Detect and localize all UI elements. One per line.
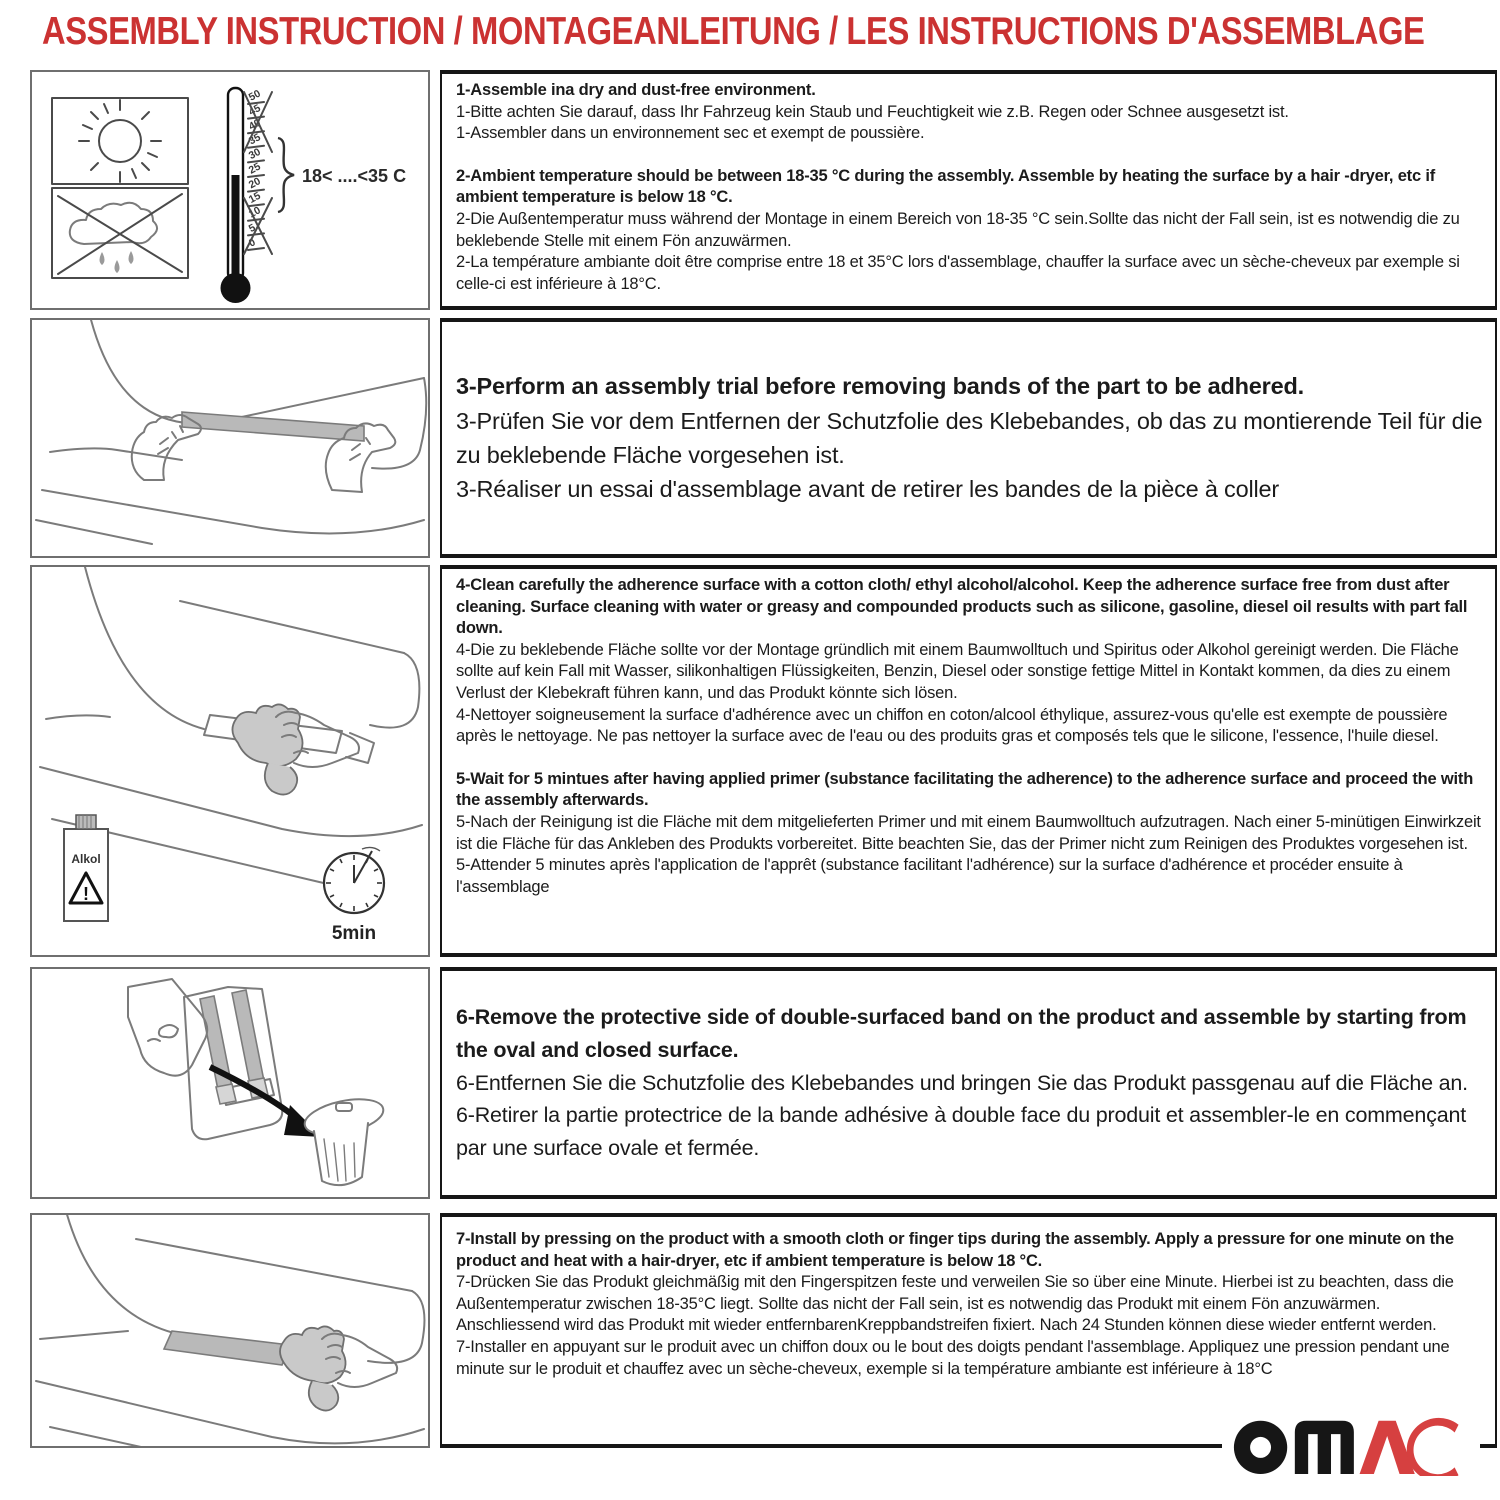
thermometer-icon [221,87,407,303]
alcohol-bottle-icon [64,815,108,921]
step-row-2 [30,318,1497,558]
instructions-step-3 [440,318,1497,558]
instruction-paragraph: 3-Perform an assembly trial before removing bands of the part to be adhered. [456,373,1304,400]
instruction-paragraph: 2-Die Außentemperatur muss während der Montage in einem Bereich von 18-35 °C sein.Sollte das nicht der Fall sein, ist es notwendig die zu beklebende Stelle mit einem Fön anzuwärmen. [456,210,1460,250]
instruction-paragraph: 4-Nettoyer soigneusement la surface d'adhérence avec un chiffon en coton/alcool éthylique, assurez-vous qu'elle est exempte de poussière après le nettoyage. Ne pas nettoyer la surface avec de l'eau ou des produits gras et composés tels que le silicone, l'essence, l'huile diesel. [456,705,1448,746]
instruction-paragraph: 5-Attender 5 minutes après l'application de l'apprêt (substance facilitant l'adhérence) sur la surface d'adhérence et procéder ensuite à l'assemblage [456,856,1403,896]
instruction-paragraph: 7-Drücken Sie das Produkt gleichmäßig mit den Fingerspitzen feste und verweilen Sie so über eine Minute. Hierbei ist zu beachten, dass die Außentemperatur zwischen 18-35°C liegt. Sollte das nicht der Fall sein, ist es notwendig das Produkt mit einem Fön anzuwärmen. Anschliessend wird das Produkt mit wieder entfernbarenKreppbandstreifen fixiert. Nach 24 Stunden können diese wieder entfernt werden. [456,1273,1454,1335]
svg-text:45: 45 [246,102,263,119]
page-title: ASSEMBLY INSTRUCTION / MONTAGEANLEITUNG / LES INSTRUCTIONS D'ASSEMBLAGE [42,10,1425,53]
clock-duration-label: 5min [331,923,377,944]
instruction-paragraph: 6-Retirer la partie protectrice de la bande adhésive à double face du produit et assembler-le en commençant par une surface ovale et fermée. [456,1103,1466,1160]
sill-trim-strip [182,412,364,441]
instruction-paragraph: 1-Assembler dans un environnement sec et exempt de poussière. [456,124,925,143]
trash-can-icon [302,1093,387,1185]
logo-red-letters [1360,1417,1459,1475]
illustration-remove-band [30,967,430,1199]
thermometer-scale [247,87,263,249]
step-row-4 [30,967,1497,1199]
step-row-1 [30,70,1497,310]
remove-band-drawing [32,969,428,1197]
clock-icon [324,847,384,944]
instruction-paragraph: 4-Clean carefully the adherence surface with a cotton cloth/ ethyl alcohol/alcohol. Keep the adherence surface free from dust after cleaning. Surface cleaning with water or greasy and compounded products such as silicone, gasoline, diesel oil results with part fall down. [456,576,1468,638]
instruction-paragraph: 1-Bitte achten Sie darauf, dass Ihr Fahrzeug kein Staub und Feuchtigkeit wie z.B. Regen oder Schnee ausgesetzt ist. [456,102,1289,121]
svg-text:20: 20 [246,175,263,192]
no-rain-icon [52,188,188,278]
illustration-press-product [30,1213,430,1448]
instruction-paragraph: 7-Installer en appuyant sur le produit avec un chiffon doux ou le bout des doigts pendant l'assemblage. Appliquez une pression pendant une minute sur le produit et chauffez avec un sèche-cheveux, exemple si la température ambiante est inférieure à 18°C [456,1338,1450,1378]
step-row-3 [30,565,1497,957]
environment-temperature-drawing [32,72,428,308]
sun-icon [52,98,188,184]
svg-text:40: 40 [246,116,263,133]
instruction-paragraph: 5-Nach der Reinigung ist die Fläche mit dem mitgelieferten Primer und mit einem Baumwolltuch aufzutragen. Nach einer 5-minütigen Einwirkzeit ist die Fläche für das Ankleben des Produkts vorbereitet. Bitte beachten Sie, das der Primer nicht zum Reinigen des Produktes vorgesehen ist. [456,813,1481,853]
clean-primer-drawing [32,567,428,955]
logo-black-letters [1234,1420,1354,1473]
instruction-paragraph: 3-Réaliser un essai d'assemblage avant de retirer les bandes de la pièce à coller [456,476,1280,503]
svg-text:15: 15 [246,189,263,206]
product-plate [184,987,282,1139]
assembly-trial-drawing [32,320,428,556]
svg-text:50: 50 [246,87,263,104]
svg-text:!: ! [83,884,89,904]
instruction-paragraph: 2-La température ambiante doit être comprise entre 18 et 35°C lors d'assemblage, chauffer la surface avec un sèche-cheveux par exemple si celle-ci est inférieure à 18°C. [456,253,1460,293]
installed-trim-strip [164,1331,290,1365]
svg-text:5: 5 [246,221,258,236]
svg-text:35: 35 [246,131,263,148]
svg-text:30: 30 [246,145,263,163]
svg-text:0: 0 [246,236,258,250]
omac-logo-graphic [1232,1415,1470,1476]
instruction-paragraph: 4-Die zu beklebende Fläche sollte vor der Montage gründlich mit einem Baumwolltuch und Spiritus oder Alkohol gereinigt werden. Die Fläche sollte auf kein Fall mit Wasser, silikonhaltigen Flüssigkeiten, Benzin, Diesel oder sonstige fettige Mittel in Kontakt kommen, da dies zu einem Verlust der Klebekraft führen kann, und das Produkt könnte sich lösen. [456,640,1459,703]
omac-logo [1222,1406,1480,1484]
illustration-clean-and-primer [30,565,430,957]
instruction-paragraph: 6-Remove the protective side of double-surfaced band on the product and assemble by starting from the oval and closed surface. [456,1005,1467,1062]
bottle-label: Alkol [71,852,101,866]
instructions-steps-1-2 [440,70,1497,310]
brace [278,138,294,212]
illustration-assembly-trial [30,318,430,558]
instruction-paragraph: 2-Ambient temperature should be between 18-35 °C during the assembly. Assemble by heating the surface by a hair -dryer, etc if ambient temperature is below 18 °C. [456,166,1436,207]
illustration-environment-temperature [30,70,430,310]
instruction-paragraph: 6-Entfernen Sie die Schutzfolie des Klebebandes und bringen Sie das Produkt passgenau auf die Fläche an. [456,1070,1468,1095]
svg-text:25: 25 [246,160,263,177]
instruction-paragraph: 1-Assemble ina dry and dust-free environment. [456,81,816,99]
pressing-hand [280,1326,397,1410]
temperature-range-label: 18< ....<35 C [302,166,407,186]
instruction-paragraph: 5-Wait for 5 mintues after having applied primer (substance facilitating the adherence) to the adherence surface and proceed the with the assembly afterwards. [456,769,1474,810]
instructions-steps-4-5 [440,565,1497,957]
instruction-paragraph: 3-Prüfen Sie vor dem Entfernen der Schutzfolie des Klebebandes, ob das zu montierende Teil für die zu beklebende Fläche vorgesehen ist. [456,407,1483,468]
svg-text:10: 10 [246,204,263,221]
press-product-drawing [32,1215,428,1446]
instructions-step-6 [440,967,1497,1199]
instruction-paragraph: 7-Install by pressing on the product with a smooth cloth or finger tips during the assembly. Apply a pressure for one minute on the product and heat with a hair-dryer, etc if ambient temperature is below 18 °C. [456,1230,1454,1270]
